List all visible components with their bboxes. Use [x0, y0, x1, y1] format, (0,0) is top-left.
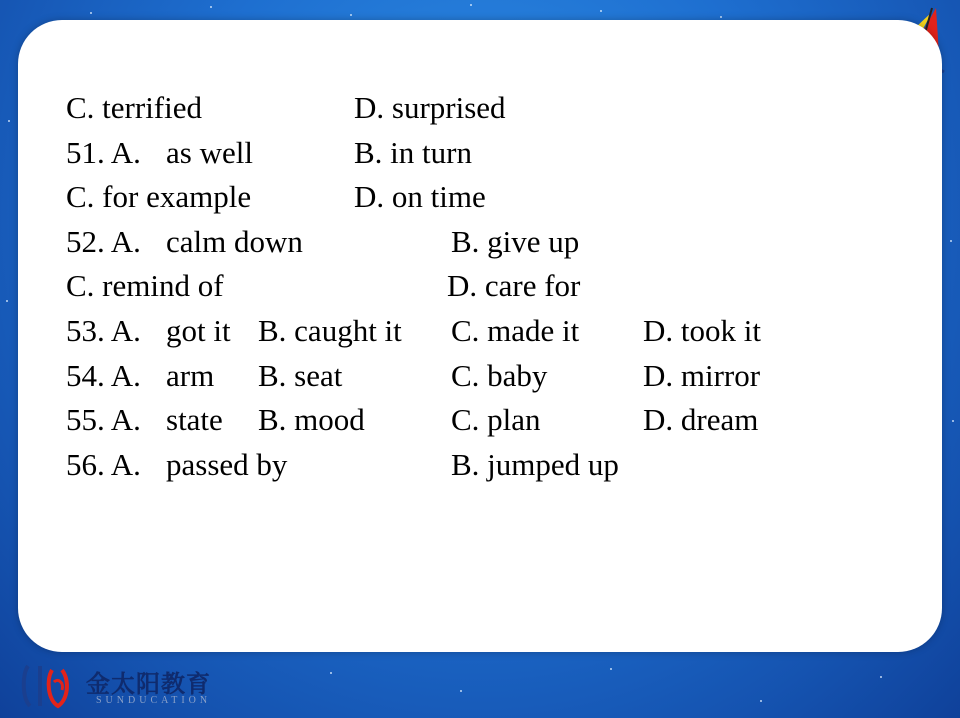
option-text: C. terrified	[66, 90, 203, 125]
option-text: D. mirror	[643, 357, 761, 393]
brand-name-chinese: 金太阳教育	[86, 670, 211, 698]
question-number: 56. A.	[66, 446, 141, 482]
option-line	[66, 264, 826, 309]
option-line	[66, 175, 826, 220]
brand-name-english: SUNDUCATION	[96, 695, 212, 706]
option-text: D. on time	[354, 179, 486, 215]
option-text: C. plan	[451, 402, 541, 438]
brand-logo	[18, 660, 238, 712]
option-text: C. baby	[451, 357, 548, 393]
option-text: arm	[166, 357, 215, 393]
option-text: state	[166, 402, 223, 438]
option-text: D. took it	[643, 312, 761, 348]
option-text: C. for example	[66, 179, 252, 215]
option-text: B. in turn	[354, 134, 472, 170]
option-text: D. dream	[643, 402, 759, 438]
option-line	[66, 443, 826, 488]
option-text: D. care for	[447, 268, 581, 304]
option-line	[66, 131, 826, 176]
option-line	[66, 309, 826, 354]
option-line	[66, 354, 826, 399]
question-number: 55. A.	[66, 402, 141, 438]
question-number: 53. A.	[66, 312, 141, 348]
option-line	[66, 86, 826, 131]
option-text: B. jumped up	[451, 446, 619, 482]
option-text: B. seat	[258, 357, 343, 393]
question-number: 51. A.	[66, 134, 141, 170]
option-text: got it	[166, 312, 231, 348]
option-line	[66, 398, 826, 443]
option-line	[66, 220, 826, 265]
option-text: C. made it	[451, 312, 580, 348]
option-text: B. mood	[258, 402, 365, 438]
option-text: calm down	[166, 223, 303, 259]
option-text: C. remind of	[66, 268, 224, 304]
question-number: 54. A.	[66, 357, 141, 393]
sunducation-mark-icon	[18, 660, 78, 712]
option-text: D. surprised	[354, 90, 506, 125]
question-number: 52. A.	[66, 223, 141, 259]
option-text: as well	[166, 134, 253, 170]
option-text: passed by	[166, 446, 288, 482]
question-options	[66, 86, 826, 487]
option-text: B. give up	[451, 223, 580, 259]
option-text: B. caught it	[258, 312, 402, 348]
